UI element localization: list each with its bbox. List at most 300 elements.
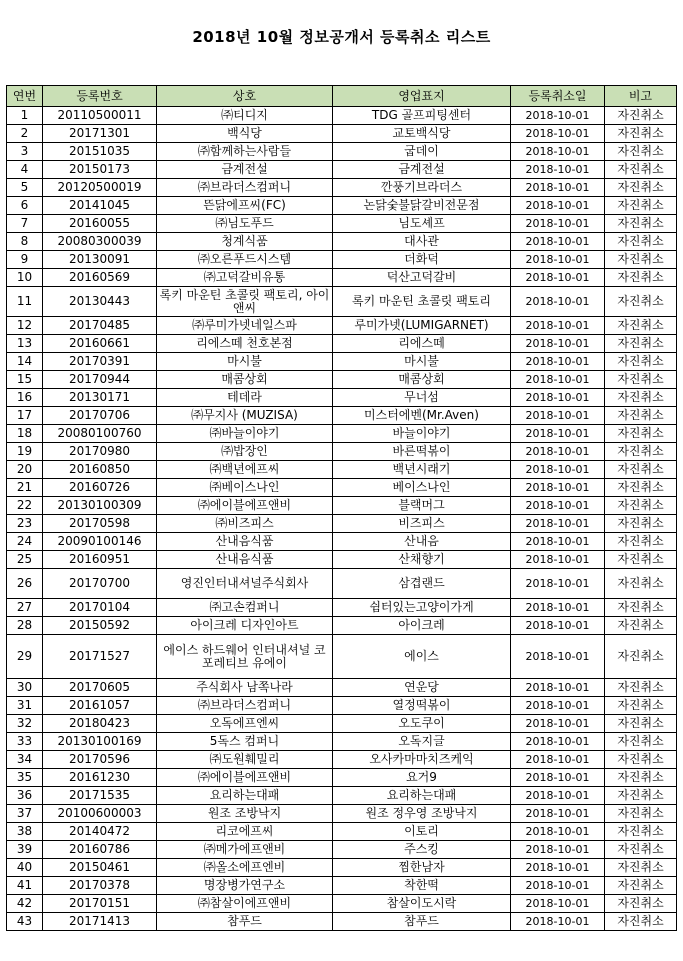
table-row — [7, 751, 677, 769]
cancel-date-cell: 2018-10-01 — [511, 143, 605, 161]
note-cell: 자진취소 — [605, 269, 677, 287]
cancel-date-cell: 2018-10-01 — [511, 215, 605, 233]
table-row — [7, 179, 677, 197]
table-row — [7, 317, 677, 335]
cancel-date-cell: 2018-10-01 — [511, 107, 605, 125]
company-name-cell: ㈜참살이에프앤비 — [157, 895, 333, 913]
table-row — [7, 515, 677, 533]
note-cell: 자진취소 — [605, 733, 677, 751]
registration-number-cell: 20140472 — [43, 823, 157, 841]
cancel-date-cell: 2018-10-01 — [511, 161, 605, 179]
table-row — [7, 769, 677, 787]
header-no: 연번 — [7, 86, 43, 107]
registration-number-cell: 20130171 — [43, 389, 157, 407]
note-cell: 자진취소 — [605, 859, 677, 877]
cancel-date-cell: 2018-10-01 — [511, 233, 605, 251]
note-cell: 자진취소 — [605, 197, 677, 215]
note-cell: 자진취소 — [605, 769, 677, 787]
brand-name-cell: 깐풍기브라더스 — [333, 179, 511, 197]
registration-number-cell: 20170485 — [43, 317, 157, 335]
row-number-cell: 38 — [7, 823, 43, 841]
cancel-date-cell: 2018-10-01 — [511, 353, 605, 371]
table-row — [7, 287, 677, 317]
brand-name-cell: 주스킹 — [333, 841, 511, 859]
company-name-cell: 리코에프씨 — [157, 823, 333, 841]
document-title: 2018년 10월 정보공개서 등록취소 리스트 — [192, 28, 491, 46]
header-cancel-date: 등록취소일 — [511, 86, 605, 107]
row-number-cell: 20 — [7, 461, 43, 479]
header-registration-number: 등록번호 — [43, 86, 157, 107]
registration-number-cell: 20170151 — [43, 895, 157, 913]
brand-name-cell: 대사관 — [333, 233, 511, 251]
cancel-date-cell: 2018-10-01 — [511, 733, 605, 751]
note-cell: 자진취소 — [605, 353, 677, 371]
registration-number-cell: 20171527 — [43, 635, 157, 679]
note-cell: 자진취소 — [605, 697, 677, 715]
row-number-cell: 4 — [7, 161, 43, 179]
row-number-cell: 1 — [7, 107, 43, 125]
note-cell: 자진취소 — [605, 599, 677, 617]
company-name-cell: ㈜바늘이야기 — [157, 425, 333, 443]
note-cell: 자진취소 — [605, 787, 677, 805]
row-number-cell: 11 — [7, 287, 43, 317]
row-number-cell: 21 — [7, 479, 43, 497]
brand-name-cell: 무너섬 — [333, 389, 511, 407]
table-row — [7, 269, 677, 287]
company-name-cell: ㈜도원훼밀리 — [157, 751, 333, 769]
brand-name-cell: 아이크레 — [333, 617, 511, 635]
cancel-date-cell: 2018-10-01 — [511, 679, 605, 697]
company-name-cell: ㈜고덕갈비유통 — [157, 269, 333, 287]
row-number-cell: 43 — [7, 913, 43, 931]
note-cell: 자진취소 — [605, 389, 677, 407]
registration-number-cell: 20150461 — [43, 859, 157, 877]
cancel-date-cell: 2018-10-01 — [511, 635, 605, 679]
company-name-cell: ㈜백년에프씨 — [157, 461, 333, 479]
row-number-cell: 18 — [7, 425, 43, 443]
row-number-cell: 19 — [7, 443, 43, 461]
cancel-date-cell: 2018-10-01 — [511, 197, 605, 215]
registration-number-cell: 20100600003 — [43, 805, 157, 823]
registration-number-cell: 20160951 — [43, 551, 157, 569]
brand-name-cell: 마시불 — [333, 353, 511, 371]
row-number-cell: 32 — [7, 715, 43, 733]
registration-number-cell: 20171535 — [43, 787, 157, 805]
registration-number-cell: 20150592 — [43, 617, 157, 635]
registration-number-cell: 20171413 — [43, 913, 157, 931]
note-cell: 자진취소 — [605, 479, 677, 497]
row-number-cell: 22 — [7, 497, 43, 515]
registration-number-cell: 20130443 — [43, 287, 157, 317]
brand-name-cell: 블랙머그 — [333, 497, 511, 515]
company-name-cell: ㈜밥장인 — [157, 443, 333, 461]
table-row — [7, 497, 677, 515]
company-name-cell: ㈜무지사 (MUZISA) — [157, 407, 333, 425]
row-number-cell: 13 — [7, 335, 43, 353]
registration-number-cell: 20141045 — [43, 197, 157, 215]
table-row — [7, 617, 677, 635]
note-cell: 자진취소 — [605, 161, 677, 179]
brand-name-cell: 이토리 — [333, 823, 511, 841]
registration-number-cell: 20080100760 — [43, 425, 157, 443]
row-number-cell: 36 — [7, 787, 43, 805]
brand-name-cell: TDG 골프피팅센터 — [333, 107, 511, 125]
table-row — [7, 371, 677, 389]
cancel-date-cell: 2018-10-01 — [511, 859, 605, 877]
cancel-date-cell: 2018-10-01 — [511, 179, 605, 197]
table-row — [7, 161, 677, 179]
company-name-cell: 오독에프엔씨 — [157, 715, 333, 733]
note-cell: 자진취소 — [605, 125, 677, 143]
note-cell: 자진취소 — [605, 179, 677, 197]
row-number-cell: 42 — [7, 895, 43, 913]
company-name-cell: ㈜티디지 — [157, 107, 333, 125]
cancel-date-cell: 2018-10-01 — [511, 407, 605, 425]
note-cell: 자진취소 — [605, 569, 677, 599]
company-name-cell: ㈜브라더스컴퍼니 — [157, 697, 333, 715]
company-name-cell: 뜬닭에프씨(FC) — [157, 197, 333, 215]
brand-name-cell: 굽데이 — [333, 143, 511, 161]
row-number-cell: 37 — [7, 805, 43, 823]
row-number-cell: 41 — [7, 877, 43, 895]
row-number-cell: 6 — [7, 197, 43, 215]
cancel-date-cell: 2018-10-01 — [511, 515, 605, 533]
cancel-date-cell: 2018-10-01 — [511, 461, 605, 479]
note-cell: 자진취소 — [605, 895, 677, 913]
company-name-cell: 산내음식품 — [157, 533, 333, 551]
cancel-date-cell: 2018-10-01 — [511, 287, 605, 317]
cancel-date-cell: 2018-10-01 — [511, 269, 605, 287]
brand-name-cell: 오독지글 — [333, 733, 511, 751]
company-name-cell: 백식당 — [157, 125, 333, 143]
brand-name-cell: 요리하는대패 — [333, 787, 511, 805]
brand-name-cell: 리에스떼 — [333, 335, 511, 353]
company-name-cell: 리에스떼 천호본점 — [157, 335, 333, 353]
cancel-date-cell: 2018-10-01 — [511, 599, 605, 617]
table-row — [7, 335, 677, 353]
cancel-date-cell: 2018-10-01 — [511, 823, 605, 841]
row-number-cell: 29 — [7, 635, 43, 679]
table-row — [7, 569, 677, 599]
table-row — [7, 913, 677, 931]
cancel-date-cell: 2018-10-01 — [511, 479, 605, 497]
registration-number-cell: 20170944 — [43, 371, 157, 389]
note-cell: 자진취소 — [605, 317, 677, 335]
company-name-cell: ㈜님도푸드 — [157, 215, 333, 233]
cancel-date-cell: 2018-10-01 — [511, 335, 605, 353]
row-number-cell: 39 — [7, 841, 43, 859]
registration-number-cell: 20170378 — [43, 877, 157, 895]
registration-number-cell: 20160786 — [43, 841, 157, 859]
note-cell: 자진취소 — [605, 407, 677, 425]
company-name-cell: 록키 마운틴 초콜릿 팩토리, 아이앤씨 — [157, 287, 333, 317]
header-company-name: 상호 — [157, 86, 333, 107]
brand-name-cell: 에이스 — [333, 635, 511, 679]
brand-name-cell: 님도셰프 — [333, 215, 511, 233]
table-row — [7, 679, 677, 697]
table-row — [7, 715, 677, 733]
table-row — [7, 353, 677, 371]
registration-number-cell: 20160055 — [43, 215, 157, 233]
registration-number-cell: 20170104 — [43, 599, 157, 617]
company-name-cell: 아이크레 디자인아트 — [157, 617, 333, 635]
brand-name-cell: 연운당 — [333, 679, 511, 697]
brand-name-cell: 바른떡볶이 — [333, 443, 511, 461]
company-name-cell: ㈜함께하는사람들 — [157, 143, 333, 161]
brand-name-cell: 요거9 — [333, 769, 511, 787]
note-cell: 자진취소 — [605, 751, 677, 769]
note-cell: 자진취소 — [605, 805, 677, 823]
brand-name-cell: 열정떡볶이 — [333, 697, 511, 715]
cancel-date-cell: 2018-10-01 — [511, 551, 605, 569]
brand-name-cell: 참푸드 — [333, 913, 511, 931]
company-name-cell: ㈜에이블에프앤비 — [157, 497, 333, 515]
table-row — [7, 551, 677, 569]
cancel-date-cell: 2018-10-01 — [511, 251, 605, 269]
table-row — [7, 479, 677, 497]
registration-number-cell: 20170391 — [43, 353, 157, 371]
registration-number-cell: 20171301 — [43, 125, 157, 143]
row-number-cell: 16 — [7, 389, 43, 407]
registration-number-cell: 20170706 — [43, 407, 157, 425]
table-row — [7, 251, 677, 269]
registration-number-cell: 20130091 — [43, 251, 157, 269]
brand-name-cell: 참살이도시락 — [333, 895, 511, 913]
note-cell: 자진취소 — [605, 715, 677, 733]
cancel-date-cell: 2018-10-01 — [511, 617, 605, 635]
cancel-date-cell: 2018-10-01 — [511, 715, 605, 733]
company-name-cell: ㈜오른푸드시스템 — [157, 251, 333, 269]
brand-name-cell: 논닭숯불닭갈비전문점 — [333, 197, 511, 215]
cancel-date-cell: 2018-10-01 — [511, 389, 605, 407]
registration-number-cell: 20150173 — [43, 161, 157, 179]
company-name-cell: ㈜메가에프앤비 — [157, 841, 333, 859]
registration-number-cell: 20160850 — [43, 461, 157, 479]
brand-name-cell: 덕산고덕갈비 — [333, 269, 511, 287]
note-cell: 자진취소 — [605, 233, 677, 251]
brand-name-cell: 금계전설 — [333, 161, 511, 179]
cancel-date-cell: 2018-10-01 — [511, 913, 605, 931]
table-row — [7, 805, 677, 823]
registration-number-cell: 20080300039 — [43, 233, 157, 251]
table-row — [7, 823, 677, 841]
note-cell: 자진취소 — [605, 425, 677, 443]
registration-number-cell: 20160661 — [43, 335, 157, 353]
cancel-date-cell: 2018-10-01 — [511, 805, 605, 823]
cancel-date-cell: 2018-10-01 — [511, 371, 605, 389]
row-number-cell: 10 — [7, 269, 43, 287]
brand-name-cell: 오도쿠이 — [333, 715, 511, 733]
row-number-cell: 17 — [7, 407, 43, 425]
brand-name-cell: 삼겹랜드 — [333, 569, 511, 599]
table-row — [7, 107, 677, 125]
table-row — [7, 407, 677, 425]
row-number-cell: 5 — [7, 179, 43, 197]
company-name-cell: 매콤상회 — [157, 371, 333, 389]
company-name-cell: 참푸드 — [157, 913, 333, 931]
cancel-date-cell: 2018-10-01 — [511, 697, 605, 715]
cancel-date-cell: 2018-10-01 — [511, 841, 605, 859]
note-cell: 자진취소 — [605, 533, 677, 551]
brand-name-cell: 산채향기 — [333, 551, 511, 569]
note-cell: 자진취소 — [605, 635, 677, 679]
company-name-cell: 명장병가연구소 — [157, 877, 333, 895]
brand-name-cell: 착한떡 — [333, 877, 511, 895]
row-number-cell: 34 — [7, 751, 43, 769]
header-note: 비고 — [605, 86, 677, 107]
brand-name-cell: 록키 마운틴 초콜릿 팩토리 — [333, 287, 511, 317]
row-number-cell: 25 — [7, 551, 43, 569]
row-number-cell: 31 — [7, 697, 43, 715]
row-number-cell: 30 — [7, 679, 43, 697]
row-number-cell: 35 — [7, 769, 43, 787]
table-row — [7, 125, 677, 143]
row-number-cell: 23 — [7, 515, 43, 533]
table-row — [7, 787, 677, 805]
brand-name-cell: 매콤상회 — [333, 371, 511, 389]
company-name-cell: ㈜올소에프엔비 — [157, 859, 333, 877]
company-name-cell: 청계식품 — [157, 233, 333, 251]
table-row — [7, 895, 677, 913]
company-name-cell: ㈜루미가넷네일스파 — [157, 317, 333, 335]
company-name-cell: 금계전설 — [157, 161, 333, 179]
company-name-cell: 주식회사 남쪽나라 — [157, 679, 333, 697]
registration-number-cell: 20170980 — [43, 443, 157, 461]
table-row — [7, 635, 677, 679]
row-number-cell: 28 — [7, 617, 43, 635]
registration-number-cell: 20130100169 — [43, 733, 157, 751]
brand-name-cell: 산내음 — [333, 533, 511, 551]
brand-name-cell: 바늘이야기 — [333, 425, 511, 443]
company-name-cell: 에이스 하드웨어 인터내셔널 코포레티브 유에이 — [157, 635, 333, 679]
table-row — [7, 425, 677, 443]
brand-name-cell: 원조 정우영 조방낙지 — [333, 805, 511, 823]
company-name-cell: 요리하는대패 — [157, 787, 333, 805]
cancel-date-cell: 2018-10-01 — [511, 877, 605, 895]
table-row — [7, 233, 677, 251]
registration-number-cell: 20110500011 — [43, 107, 157, 125]
row-number-cell: 7 — [7, 215, 43, 233]
note-cell: 자진취소 — [605, 251, 677, 269]
table-row — [7, 443, 677, 461]
registration-number-cell: 20151035 — [43, 143, 157, 161]
row-number-cell: 14 — [7, 353, 43, 371]
note-cell: 자진취소 — [605, 335, 677, 353]
row-number-cell: 33 — [7, 733, 43, 751]
table-header-row — [7, 86, 677, 107]
note-cell: 자진취소 — [605, 823, 677, 841]
cancel-date-cell: 2018-10-01 — [511, 769, 605, 787]
note-cell: 자진취소 — [605, 143, 677, 161]
note-cell: 자진취소 — [605, 877, 677, 895]
company-name-cell: ㈜베이스나인 — [157, 479, 333, 497]
brand-name-cell: 찜한남자 — [333, 859, 511, 877]
note-cell: 자진취소 — [605, 551, 677, 569]
company-name-cell: 마시불 — [157, 353, 333, 371]
table-row — [7, 143, 677, 161]
registration-number-cell: 20180423 — [43, 715, 157, 733]
registration-number-cell: 20160569 — [43, 269, 157, 287]
table-row — [7, 877, 677, 895]
row-number-cell: 26 — [7, 569, 43, 599]
cancel-date-cell: 2018-10-01 — [511, 425, 605, 443]
brand-name-cell: 베이스나인 — [333, 479, 511, 497]
table-row — [7, 859, 677, 877]
row-number-cell: 40 — [7, 859, 43, 877]
table-row — [7, 389, 677, 407]
row-number-cell: 8 — [7, 233, 43, 251]
table-row — [7, 697, 677, 715]
table-row — [7, 841, 677, 859]
row-number-cell: 27 — [7, 599, 43, 617]
registration-number-cell: 20160726 — [43, 479, 157, 497]
company-name-cell: ㈜에이블에프앤비 — [157, 769, 333, 787]
cancel-date-cell: 2018-10-01 — [511, 497, 605, 515]
company-name-cell: 영진인터내셔널주식회사 — [157, 569, 333, 599]
row-number-cell: 15 — [7, 371, 43, 389]
brand-name-cell: 오사카마마치즈케익 — [333, 751, 511, 769]
registration-number-cell: 20161230 — [43, 769, 157, 787]
registration-number-cell: 20161057 — [43, 697, 157, 715]
note-cell: 자진취소 — [605, 841, 677, 859]
note-cell: 자진취소 — [605, 107, 677, 125]
table-row — [7, 533, 677, 551]
registration-number-cell: 20170596 — [43, 751, 157, 769]
cancel-date-cell: 2018-10-01 — [511, 751, 605, 769]
table-row — [7, 599, 677, 617]
note-cell: 자진취소 — [605, 515, 677, 533]
cancel-date-cell: 2018-10-01 — [511, 569, 605, 599]
company-name-cell: 원조 조방낙지 — [157, 805, 333, 823]
cancel-date-cell: 2018-10-01 — [511, 787, 605, 805]
brand-name-cell: 더화덕 — [333, 251, 511, 269]
row-number-cell: 2 — [7, 125, 43, 143]
registration-number-cell: 20170598 — [43, 515, 157, 533]
table-row — [7, 461, 677, 479]
header-brand-name: 영업표지 — [333, 86, 511, 107]
note-cell: 자진취소 — [605, 617, 677, 635]
company-name-cell: 테데라 — [157, 389, 333, 407]
cancel-date-cell: 2018-10-01 — [511, 317, 605, 335]
note-cell: 자진취소 — [605, 497, 677, 515]
row-number-cell: 24 — [7, 533, 43, 551]
table-row — [7, 733, 677, 751]
table-body — [7, 107, 677, 931]
company-name-cell: 산내음식품 — [157, 551, 333, 569]
note-cell: 자진취소 — [605, 443, 677, 461]
registration-number-cell: 20120500019 — [43, 179, 157, 197]
brand-name-cell: 루미가넷(LUMIGARNET) — [333, 317, 511, 335]
registration-number-cell: 20090100146 — [43, 533, 157, 551]
company-name-cell: ㈜고손컴퍼니 — [157, 599, 333, 617]
registration-cancellation-table — [6, 85, 677, 931]
note-cell: 자진취소 — [605, 679, 677, 697]
table-row — [7, 197, 677, 215]
cancel-date-cell: 2018-10-01 — [511, 125, 605, 143]
table-row — [7, 215, 677, 233]
note-cell: 자진취소 — [605, 461, 677, 479]
note-cell: 자진취소 — [605, 913, 677, 931]
row-number-cell: 12 — [7, 317, 43, 335]
brand-name-cell: 비즈피스 — [333, 515, 511, 533]
note-cell: 자진취소 — [605, 371, 677, 389]
row-number-cell: 9 — [7, 251, 43, 269]
note-cell: 자진취소 — [605, 287, 677, 317]
company-name-cell: ㈜비즈피스 — [157, 515, 333, 533]
brand-name-cell: 백년시래기 — [333, 461, 511, 479]
registration-number-cell: 20170700 — [43, 569, 157, 599]
cancel-date-cell: 2018-10-01 — [511, 895, 605, 913]
